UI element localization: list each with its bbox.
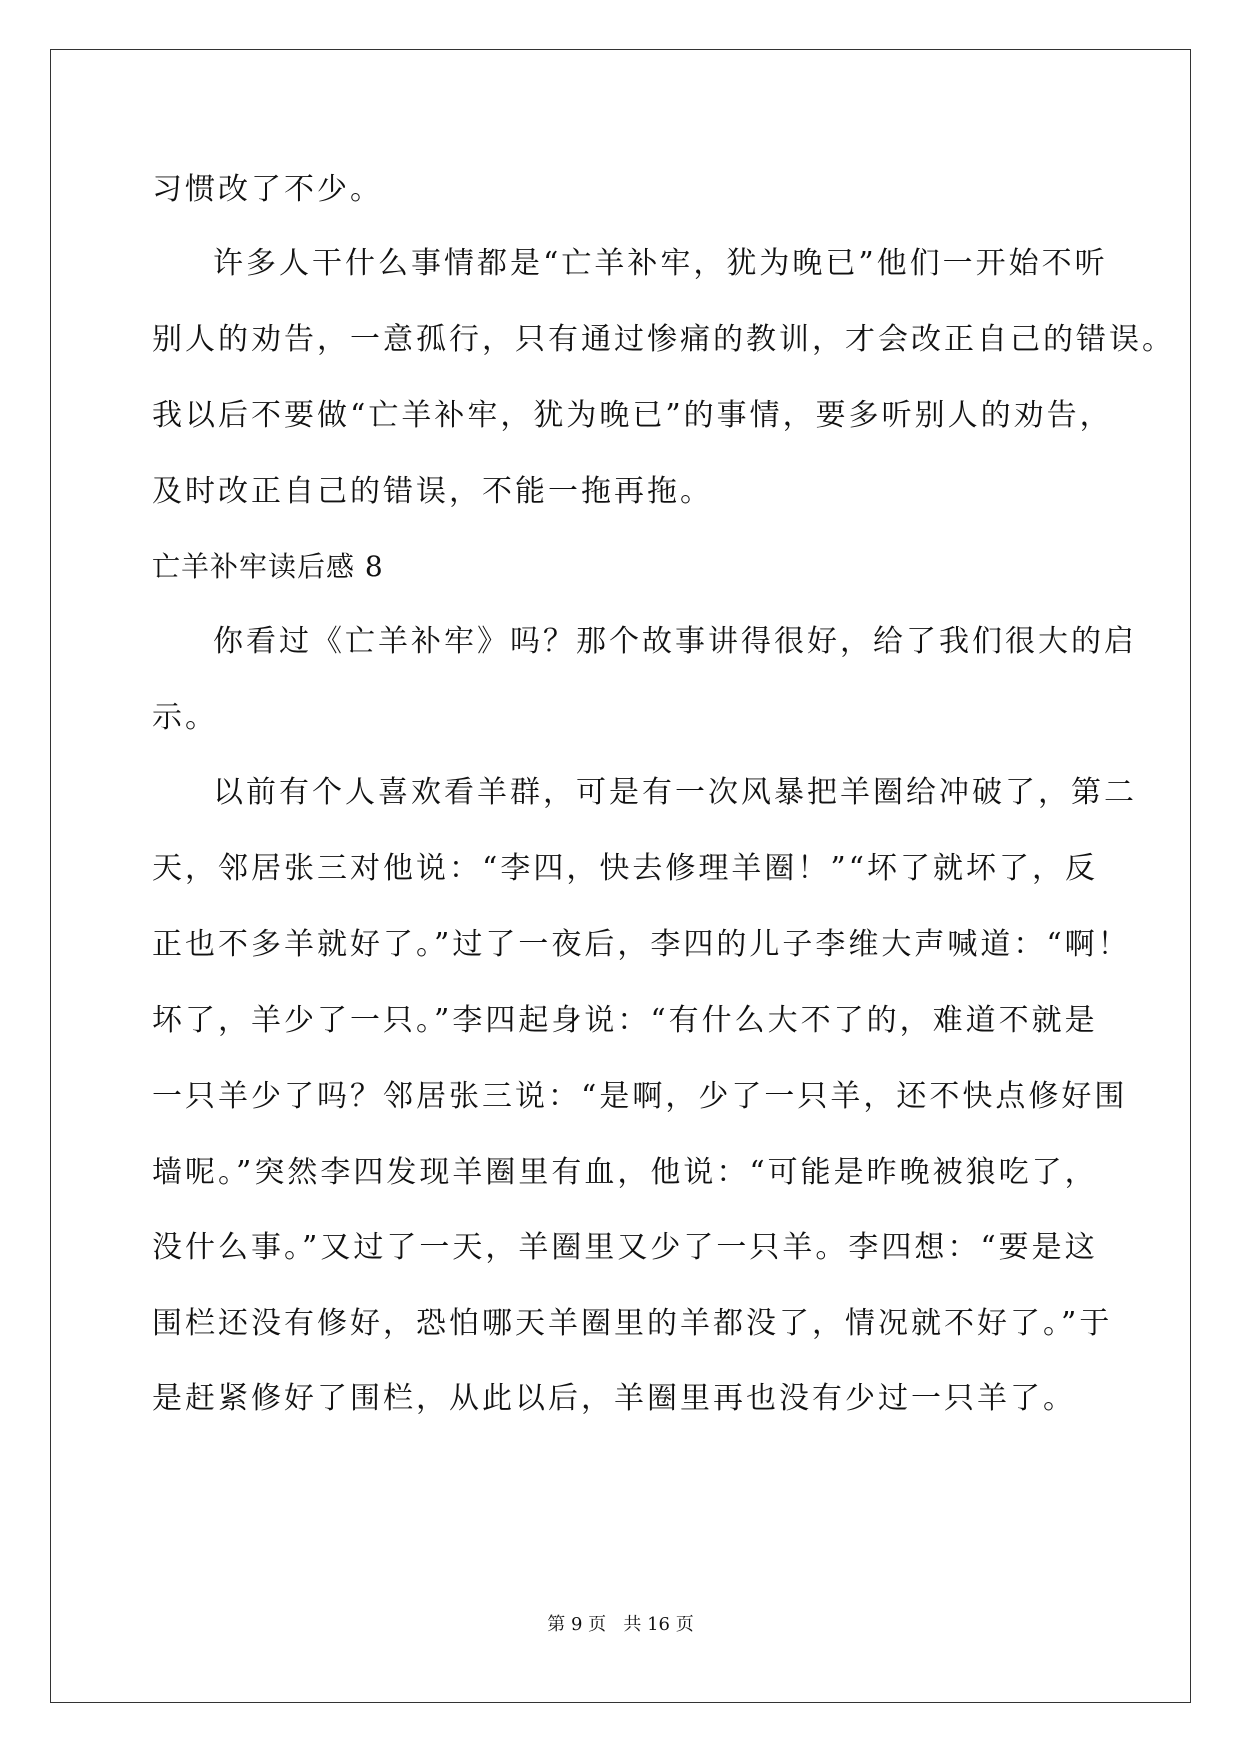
text-line-8: 示。: [152, 700, 218, 735]
text-line-16: 围栏还没有修好，恐怕哪天羊圈里的羊都没了，情况就不好了。”于: [152, 1306, 1113, 1341]
text-line-9: 以前有个人喜欢看羊群，可是有一次风暴把羊圈给冲破了，第二: [213, 775, 1137, 810]
text-line-14: 墙呢。”突然李四发现羊圈里有血，他说：“可能是昨晚被狼吃了，: [152, 1155, 1098, 1190]
text-line-11: 正也不多羊就好了。”过了一夜后，李四的儿子李维大声喊道：“啊！: [152, 927, 1131, 962]
text-line-13: 一只羊少了吗？邻居张三说：“是啊，少了一只羊，还不快点修好围: [152, 1079, 1128, 1114]
page-number-footer: 第 9 页 共 16 页: [547, 1614, 694, 1635]
section-heading: 亡羊补牢读后感 8: [152, 550, 384, 583]
text-line-5: 及时改正自己的错误，不能一拖再拖。: [152, 474, 713, 509]
text-line-3: 别人的劝告，一意孤行，只有通过惨痛的教训，才会改正自己的错误。: [152, 322, 1175, 357]
text-line-17: 是赶紧修好了围栏，从此以后，羊圈里再也没有少过一只羊了。: [152, 1381, 1076, 1416]
text-line-12: 坏了，羊少了一只。”李四起身说：“有什么大不了的，难道不就是: [152, 1003, 1098, 1038]
text-line-15: 没什么事。”又过了一天，羊圈里又少了一只羊。李四想：“要是这: [152, 1230, 1098, 1265]
text-line-2: 许多人干什么事情都是“亡羊补牢，犹为晚已”他们一开始不听: [213, 246, 1108, 281]
text-line-7: 你看过《亡羊补牢》吗？那个故事讲得很好，给了我们很大的启: [213, 624, 1137, 659]
text-line-4: 我以后不要做“亡羊补牢，犹为晚已”的事情，要多听别人的劝告，: [152, 398, 1113, 433]
text-line-1: 习惯改了不少。: [152, 172, 383, 207]
text-line-10: 天，邻居张三对他说：“李四，快去修理羊圈！”“坏了就坏了，反: [152, 851, 1099, 886]
